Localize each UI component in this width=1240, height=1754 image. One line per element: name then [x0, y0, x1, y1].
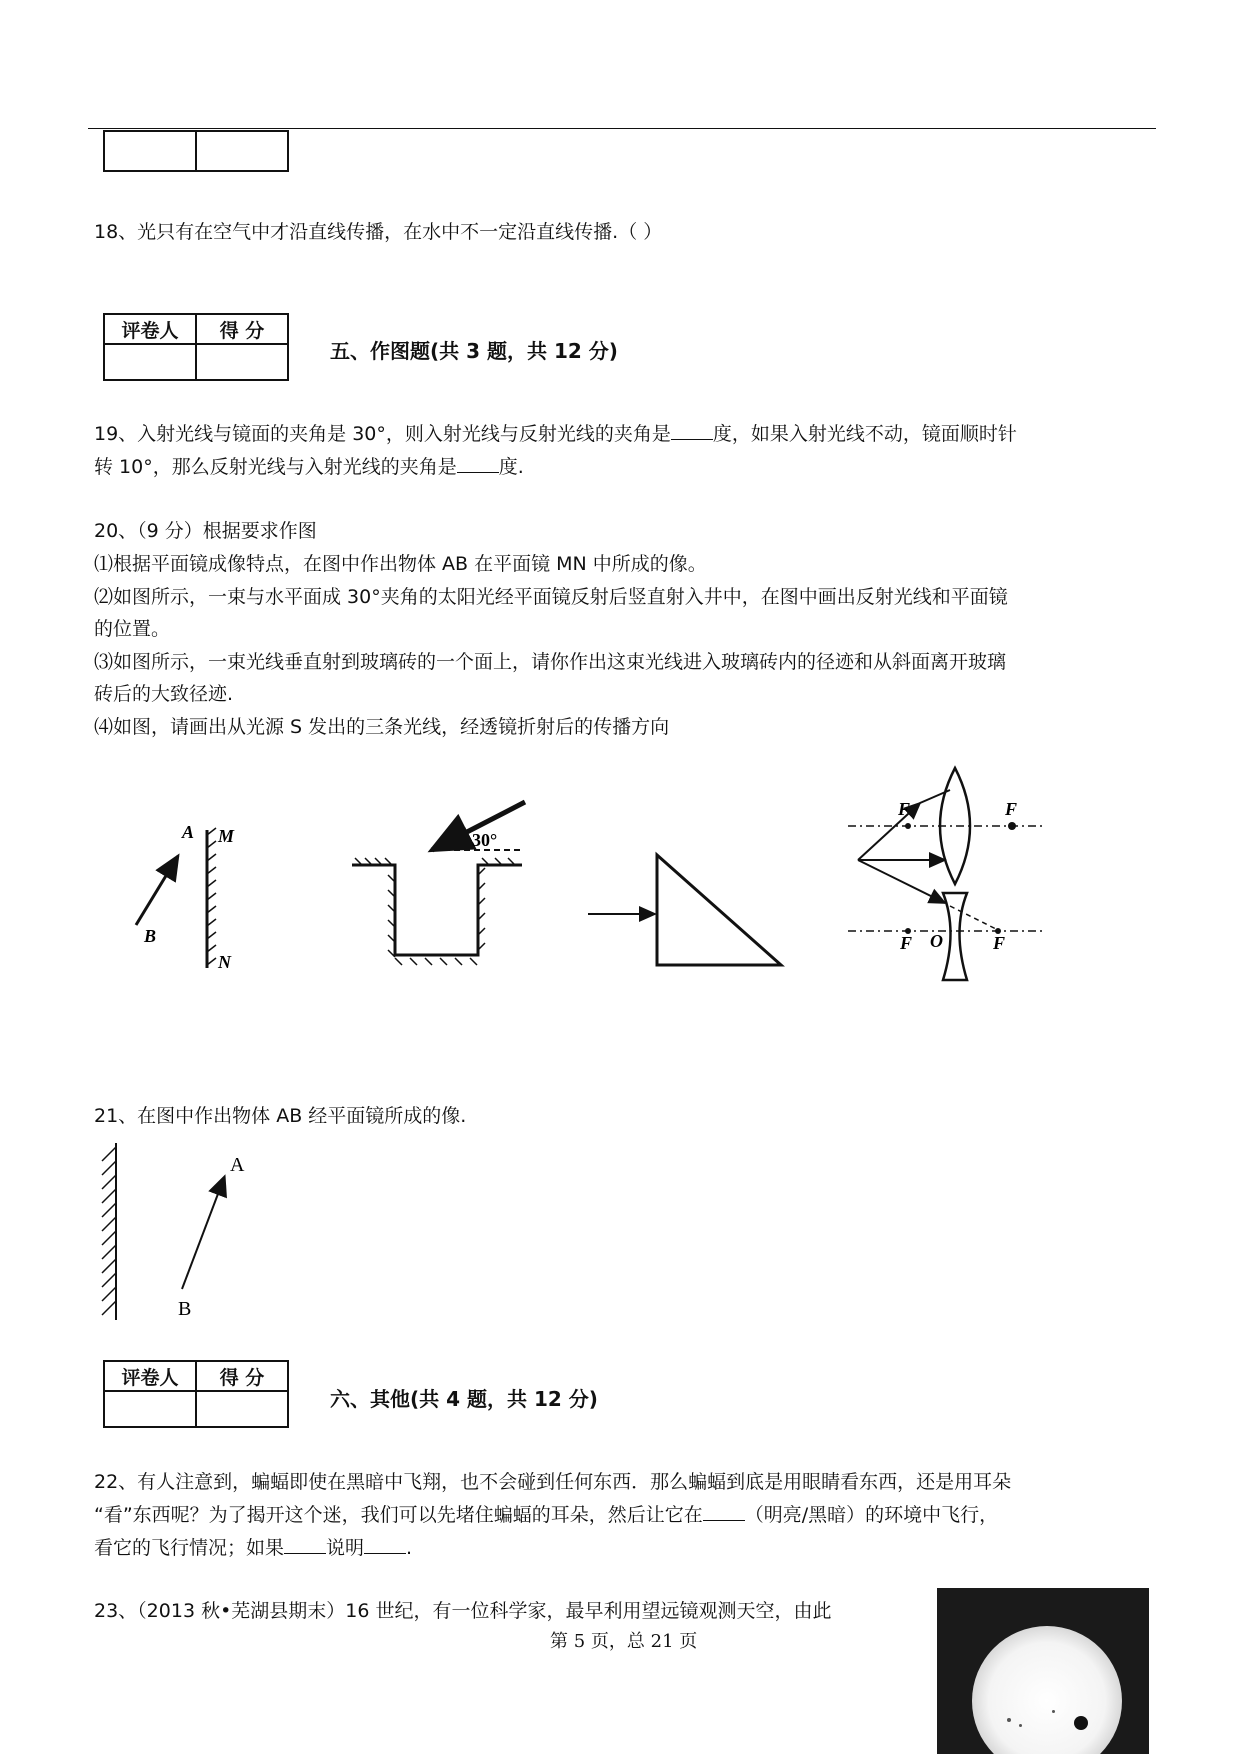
label-n: N — [218, 952, 231, 972]
question-20-line2: ⑴根据平面镜成像特点，在图中作出物体 AB 在平面镜 MN 中所成的像。 — [94, 553, 707, 575]
question-20-line5: ⑶如图所示，一束光线垂直射到玻璃砖的一个面上，请你作出这束光线进入玻璃砖内的径迹和从斜面离开玻璃 — [94, 651, 1007, 673]
reviewer-header: 评卷人 — [104, 314, 196, 344]
fig1-plane-mirror — [136, 822, 235, 972]
section-6-title: 六、其他(共 4 题，共 12 分) — [330, 1387, 598, 1411]
q19-text-b: 度，如果入射光线不动，镜面顺时针 — [712, 423, 1017, 445]
fig2-well — [352, 802, 525, 965]
q19-text-d: 度. — [498, 456, 524, 478]
sun-disk — [972, 1626, 1122, 1754]
q22-text-b: （明亮/黑暗）的环境中飞行， — [744, 1504, 999, 1526]
label-f2: F — [1005, 799, 1018, 819]
reviewer-cell — [104, 344, 196, 380]
question-22-line2 — [94, 1499, 998, 1531]
answer-blank[interactable] — [364, 1535, 406, 1554]
score-cell — [196, 344, 288, 380]
section-5-title: 五、作图题(共 3 题，共 12 分) — [330, 339, 618, 363]
angle-label: 30° — [472, 830, 498, 850]
question-20-line4: 的位置。 — [94, 618, 171, 640]
label-f3: F — [900, 933, 913, 953]
question-20-line1: 20、（9 分）根据要求作图 — [94, 520, 317, 542]
answer-blank[interactable] — [671, 421, 713, 440]
sunspot — [1007, 1718, 1011, 1722]
q22-text-d: 说明 — [326, 1537, 365, 1559]
score-table-partial — [103, 130, 289, 172]
label-b: B — [144, 926, 157, 946]
label-m: M — [218, 826, 235, 846]
score-cell — [104, 131, 196, 171]
answer-blank[interactable] — [457, 454, 499, 473]
question-20-line3: ⑵如图所示，一束与水平面成 30°夹角的太阳光经平面镜反射后竖直射入井中，在图中画出反射光线和平面镜 — [94, 586, 1008, 608]
label-f4: F — [993, 933, 1006, 953]
question-21: 21、在图中作出物体 AB 经平面镜所成的像. — [94, 1105, 467, 1127]
q19-text-c: 转 10°，那么反射光线与入射光线的夹角是 — [94, 456, 457, 478]
question-22-line3 — [94, 1532, 412, 1564]
fig4-lenses — [848, 768, 1046, 980]
question-20-line7: ⑷如图，请画出从光源 S 发出的三条光线，经透镜折射后的传播方向 — [94, 716, 670, 738]
header-rule — [88, 128, 1156, 129]
fig3-glass-brick — [588, 855, 781, 965]
q22-text-e: . — [406, 1537, 413, 1559]
question-18: 18、光只有在空气中才沿直线传播，在水中不一定沿直线传播.（ ） — [94, 221, 663, 243]
reviewer-cell — [104, 1391, 196, 1427]
figure-20 — [0, 750, 1240, 1000]
figure-21 — [90, 1135, 290, 1335]
page-footer: 第 5 页，总 21 页 — [550, 1631, 698, 1652]
label-a: A — [182, 822, 195, 842]
question-20-line6: 砖后的大致径迹. — [94, 683, 234, 705]
label-f1: F — [898, 799, 911, 819]
answer-blank[interactable] — [284, 1535, 326, 1554]
score-table-section5 — [103, 313, 289, 381]
score-table-section6 — [103, 1360, 289, 1428]
question-22-line1: 22、有人注意到，蝙蝠即使在黑暗中飞翔，也不会碰到任何东西．那么蝙蝠到底是用眼睛看东西，还是用耳朵 — [94, 1471, 1012, 1493]
reviewer-header: 评卷人 — [104, 1361, 196, 1391]
label-b: B — [178, 1298, 192, 1320]
sunspot — [1019, 1724, 1022, 1727]
sunspot — [1052, 1710, 1055, 1713]
q22-text-c: 看它的飞行情况；如果 — [94, 1537, 285, 1559]
answer-blank[interactable] — [703, 1502, 745, 1521]
sun-telescope-photo — [937, 1588, 1149, 1754]
sunspot — [1074, 1716, 1088, 1730]
score-header: 得 分 — [196, 314, 288, 344]
label-a: A — [230, 1154, 245, 1176]
question-23: 23、（2013 秋•芜湖县期末）16 世纪，有一位科学家，最早利用望远镜观测天空，由此 — [94, 1600, 832, 1622]
question-19-line2 — [94, 451, 524, 483]
score-header: 得 分 — [196, 1361, 288, 1391]
q19-text-a: 19、入射光线与镜面的夹角是 30°，则入射光线与反射光线的夹角是 — [94, 423, 671, 445]
q22-text-a: “看”东西呢？为了揭开这个迷，我们可以先堵住蝙蝠的耳朵，然后让它在 — [94, 1504, 703, 1526]
label-o: O — [930, 931, 943, 951]
score-cell — [196, 131, 288, 171]
question-19-line1 — [94, 418, 1017, 450]
score-cell — [196, 1391, 288, 1427]
